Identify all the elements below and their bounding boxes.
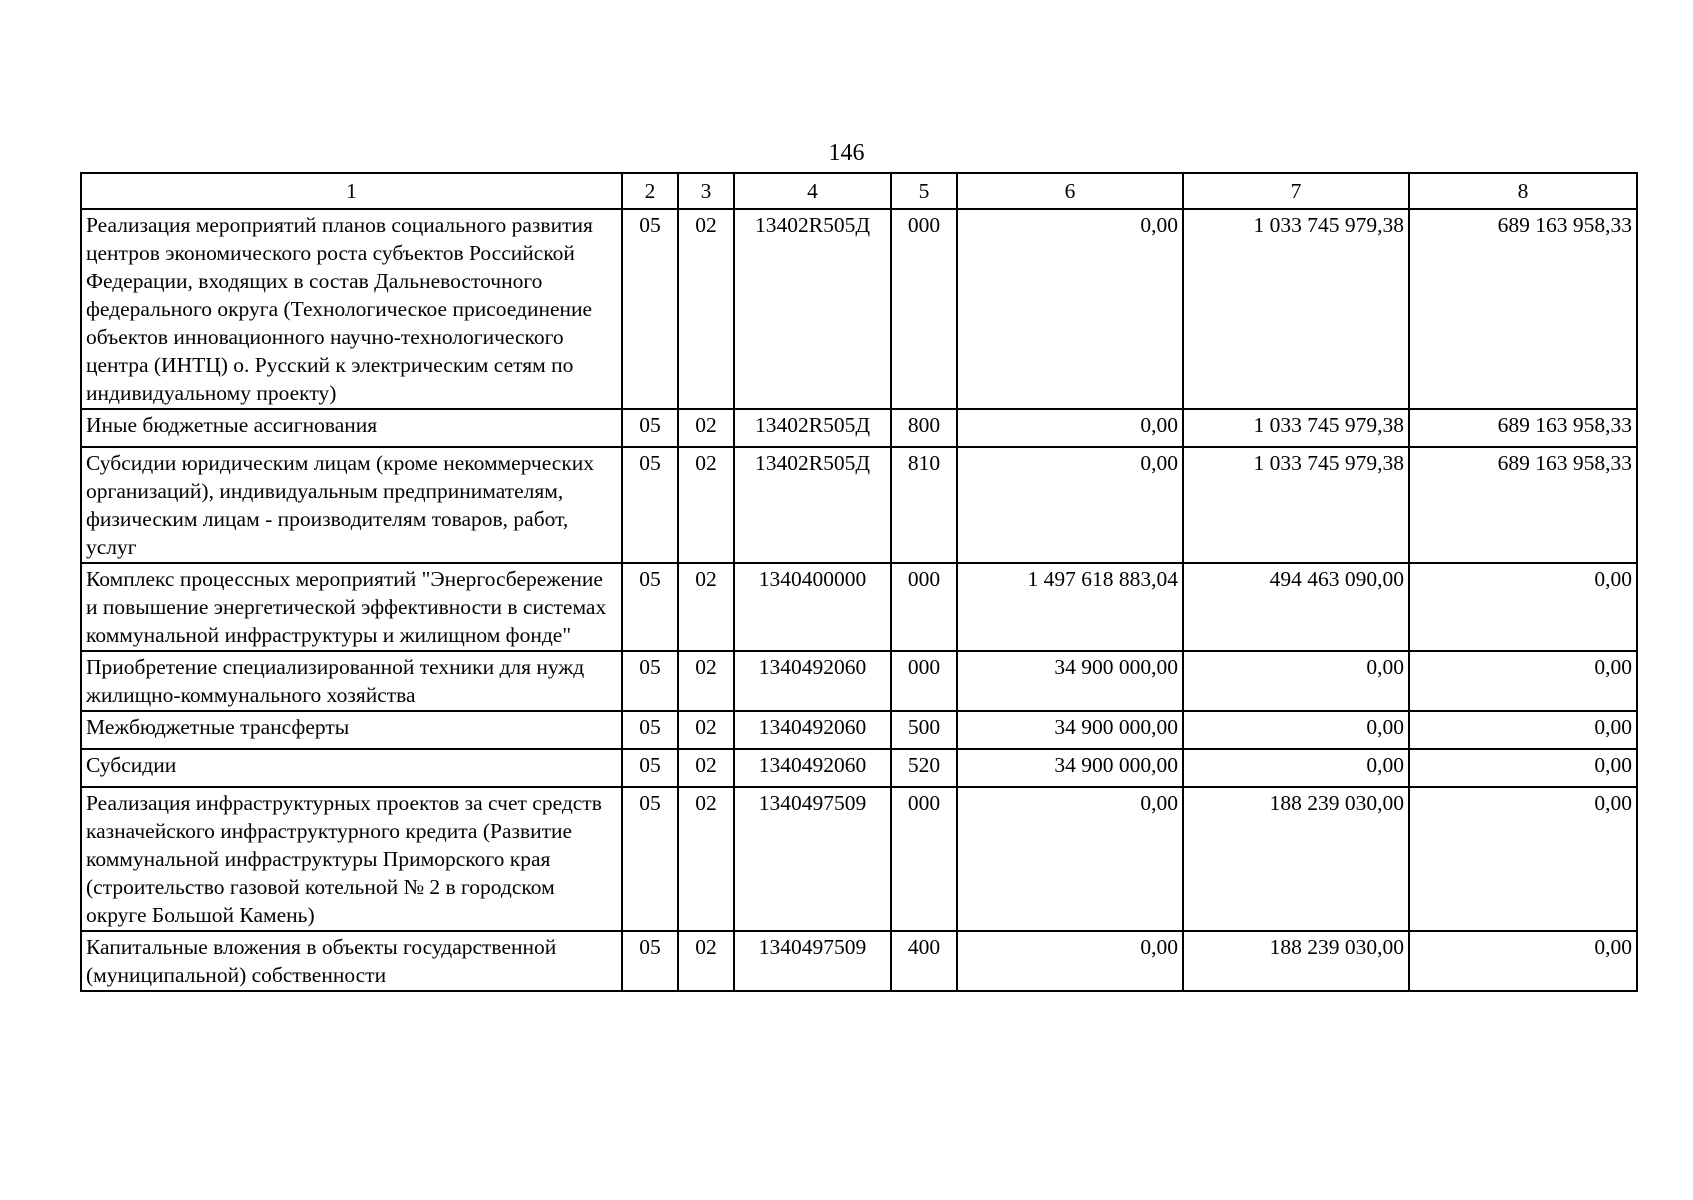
row-amount-7: 0,00 (1183, 749, 1409, 787)
row-amount-6: 0,00 (957, 209, 1183, 409)
row-amount-6: 1 497 618 883,04 (957, 563, 1183, 651)
row-amount-8: 0,00 (1409, 931, 1637, 991)
row-amount-7: 1 033 745 979,38 (1183, 209, 1409, 409)
budget-table (80, 172, 1638, 992)
row-expense-type: 520 (891, 749, 957, 787)
page-number: 146 (828, 140, 865, 166)
row-name: Субсидии (81, 749, 622, 787)
row-amount-7: 0,00 (1183, 711, 1409, 749)
row-subsection: 02 (678, 409, 734, 447)
table-row (81, 749, 1637, 787)
row-expense-type: 810 (891, 447, 957, 563)
row-subsection: 02 (678, 711, 734, 749)
row-expense-type: 000 (891, 209, 957, 409)
row-section: 05 (622, 749, 678, 787)
row-section: 05 (622, 651, 678, 711)
row-expense-type: 800 (891, 409, 957, 447)
row-section: 05 (622, 563, 678, 651)
row-target: 1340492060 (734, 711, 891, 749)
row-subsection: 02 (678, 563, 734, 651)
row-amount-6: 0,00 (957, 409, 1183, 447)
row-name: Приобретение специализированной техники для нужд жилищно-коммунального хозяйства (81, 651, 622, 711)
row-target: 13402R505Д (734, 409, 891, 447)
row-name: Комплекс процессных мероприятий "Энергосбережение и повышение энергетической эффективности в системах коммунальной инфраструктуры и жилищном фонде" (81, 563, 622, 651)
row-amount-8: 0,00 (1409, 749, 1637, 787)
row-expense-type: 400 (891, 931, 957, 991)
header-col-5: 5 (891, 173, 957, 209)
table-row (81, 447, 1637, 563)
row-expense-type: 000 (891, 787, 957, 931)
row-amount-7: 188 239 030,00 (1183, 931, 1409, 991)
table-row (81, 787, 1637, 931)
row-amount-8: 0,00 (1409, 787, 1637, 931)
header-col-4: 4 (734, 173, 891, 209)
row-target: 1340492060 (734, 749, 891, 787)
row-amount-7: 188 239 030,00 (1183, 787, 1409, 931)
row-amount-7: 0,00 (1183, 651, 1409, 711)
row-name: Реализация мероприятий планов социального развития центров экономического роста субъектов Российской Федерации, входящих в состав Дальневосточного федерального округа (Технологическое присоединение объектов инновационного научно-технологического центра (ИНТЦ) о. Русский к электрическим сетям по индивидуальному проекту) (81, 209, 622, 409)
row-amount-7: 1 033 745 979,38 (1183, 447, 1409, 563)
row-amount-7: 1 033 745 979,38 (1183, 409, 1409, 447)
table-row (81, 409, 1637, 447)
row-section: 05 (622, 409, 678, 447)
row-subsection: 02 (678, 447, 734, 563)
header-col-6: 6 (957, 173, 1183, 209)
row-expense-type: 500 (891, 711, 957, 749)
table-row (81, 931, 1637, 991)
row-target: 13402R505Д (734, 447, 891, 563)
header-col-7: 7 (1183, 173, 1409, 209)
table-row (81, 563, 1637, 651)
row-expense-type: 000 (891, 563, 957, 651)
row-expense-type: 000 (891, 651, 957, 711)
row-amount-6: 0,00 (957, 447, 1183, 563)
row-amount-6: 34 900 000,00 (957, 749, 1183, 787)
header-row (81, 173, 1637, 209)
row-amount-6: 34 900 000,00 (957, 711, 1183, 749)
header-col-3: 3 (678, 173, 734, 209)
row-name: Реализация инфраструктурных проектов за счет средств казначейского инфраструктурного кредита (Развитие коммунальной инфраструктуры Приморского края (строительство газовой котельной № 2 в городском округе Большой Камень) (81, 787, 622, 931)
row-amount-6: 0,00 (957, 787, 1183, 931)
row-amount-7: 494 463 090,00 (1183, 563, 1409, 651)
row-subsection: 02 (678, 209, 734, 409)
header-col-8: 8 (1409, 173, 1637, 209)
row-target: 13402R505Д (734, 209, 891, 409)
row-name: Капитальные вложения в объекты государственной (муниципальной) собственности (81, 931, 622, 991)
row-section: 05 (622, 931, 678, 991)
row-name: Иные бюджетные ассигнования (81, 409, 622, 447)
row-section: 05 (622, 787, 678, 931)
row-name: Межбюджетные трансферты (81, 711, 622, 749)
row-section: 05 (622, 447, 678, 563)
header-col-1: 1 (81, 173, 622, 209)
row-amount-8: 0,00 (1409, 651, 1637, 711)
row-subsection: 02 (678, 931, 734, 991)
row-amount-8: 689 163 958,33 (1409, 447, 1637, 563)
row-amount-8: 689 163 958,33 (1409, 209, 1637, 409)
table-row (81, 209, 1637, 409)
row-amount-6: 34 900 000,00 (957, 651, 1183, 711)
row-amount-8: 0,00 (1409, 711, 1637, 749)
row-amount-8: 689 163 958,33 (1409, 409, 1637, 447)
row-amount-8: 0,00 (1409, 563, 1637, 651)
row-subsection: 02 (678, 787, 734, 931)
row-target: 1340497509 (734, 931, 891, 991)
row-name: Субсидии юридическим лицам (кроме некоммерческих организаций), индивидуальным предпринимателям, физическим лицам - производителям товаров, работ, услуг (81, 447, 622, 563)
row-amount-6: 0,00 (957, 931, 1183, 991)
header-col-2: 2 (622, 173, 678, 209)
row-target: 1340497509 (734, 787, 891, 931)
row-section: 05 (622, 711, 678, 749)
table-row (81, 651, 1637, 711)
row-target: 1340492060 (734, 651, 891, 711)
row-section: 05 (622, 209, 678, 409)
table-row (81, 711, 1637, 749)
row-target: 1340400000 (734, 563, 891, 651)
row-subsection: 02 (678, 651, 734, 711)
row-subsection: 02 (678, 749, 734, 787)
